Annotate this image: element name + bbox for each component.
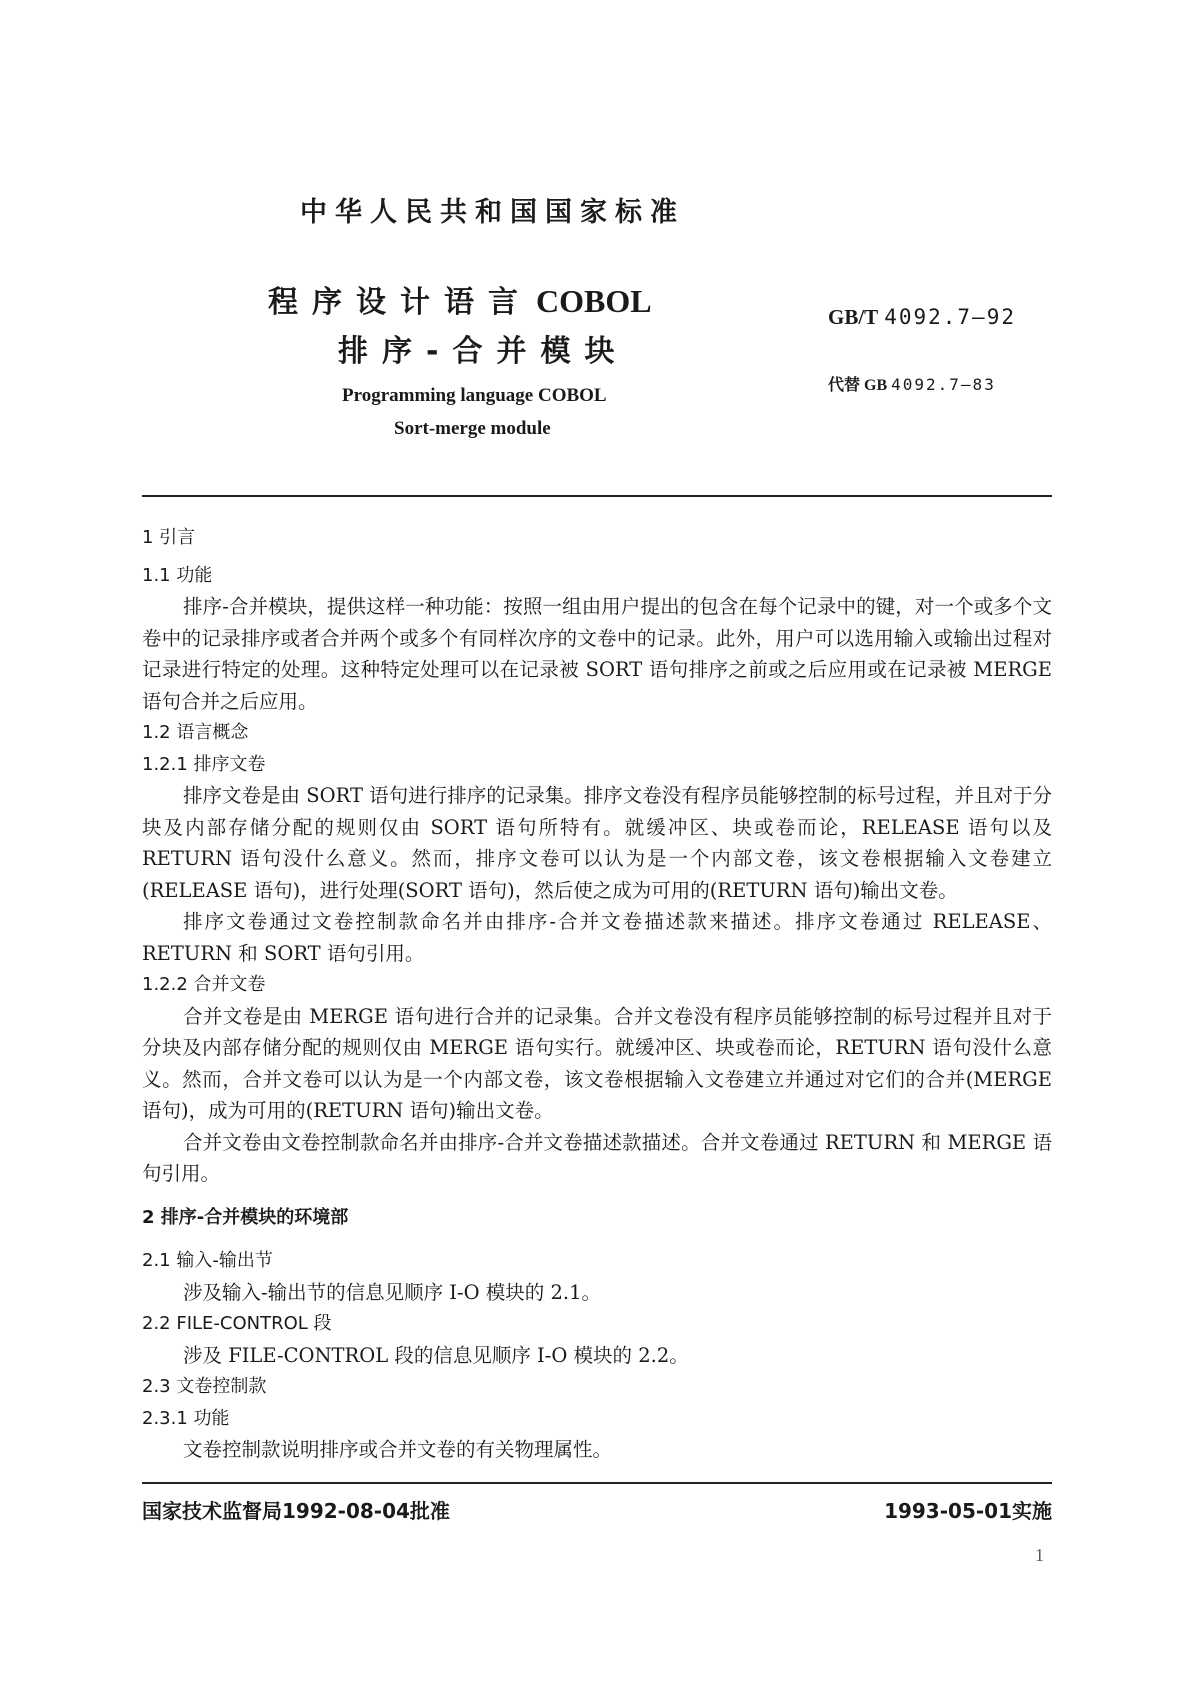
section-heading: 1.1 功能 bbox=[142, 564, 213, 586]
replaces-number: 4092.7—83 bbox=[891, 375, 996, 394]
body-paragraph: 排序文卷是由 SORT 语句进行排序的记录集。排序文卷没有程序员能够控制的标号过程，并且对于分块及内部存储分配的规则仅由 SORT 语句所特有。就缓冲区、块或卷而论，RELEASE 语句以及 RETURN 语句没什么意义。然而，排序文卷可以认为是一个内部文卷，该文卷根据输入文卷建立(RELEASE 语句)，进行处理(SORT 语句)，然后使之成为可用的(RETURN 语句)输出文卷。 bbox=[142, 784, 1052, 902]
footer-divider bbox=[142, 1482, 1052, 1484]
section-heading: 2.1 输入-输出节 bbox=[142, 1250, 273, 1271]
body-paragraph: 文卷控制款说明排序或合并文卷的有关物理属性。 bbox=[183, 1438, 613, 1461]
section-heading: 1.2.1 排序文卷 bbox=[142, 753, 266, 775]
standard-title-cn-line1 bbox=[268, 277, 652, 321]
standard-prefix: GB/T bbox=[828, 305, 879, 329]
section-heading: 2.3 文卷控制款 bbox=[142, 1376, 267, 1397]
body-paragraph: 涉及输入-输出节的信息见顺序 I-O 模块的 2.1。 bbox=[183, 1280, 601, 1304]
body-paragraph: 涉及 FILE-CONTROL 段的信息见顺序 I-O 模块的 2.2。 bbox=[183, 1343, 689, 1367]
standard-title-en-line2: Sort-merge module bbox=[394, 418, 551, 439]
body-paragraph: 排序文卷通过文卷控制款命名并由排序-合并文卷描述款来描述。排序文卷通过 RELEASE、RETURN 和 SORT 语句引用。 bbox=[142, 910, 1052, 965]
country-standard-title: 中华人民共和国国家标准 bbox=[300, 197, 685, 228]
section-heading: 1.2 语言概念 bbox=[142, 722, 249, 743]
body-paragraph: 合并文卷由文卷控制款命名并由排序-合并文卷描述款描述。合并文卷通过 RETURN 和 MERGE 语句引用。 bbox=[142, 1130, 1052, 1185]
title-cn-cobol: COBOL bbox=[536, 283, 652, 319]
standard-number-value: 4092.7—92 bbox=[884, 305, 1016, 329]
header-divider bbox=[142, 495, 1052, 497]
section-heading: 2 排序-合并模块的环境部 bbox=[142, 1206, 349, 1228]
page-number: 1 bbox=[1035, 1545, 1044, 1565]
replaces-standard bbox=[828, 372, 996, 395]
title-cn-text: 程序设计语言 bbox=[268, 285, 532, 320]
standard-number bbox=[828, 305, 1016, 330]
implementation-date: 1993-05-01实施 bbox=[884, 1499, 1052, 1523]
section-heading: 2.3.1 功能 bbox=[142, 1407, 230, 1429]
section-heading: 1.2.2 合并文卷 bbox=[142, 974, 266, 995]
section-heading: 2.2 FILE-CONTROL 段 bbox=[142, 1313, 332, 1334]
body-paragraph: 合并文卷是由 MERGE 语句进行合并的记录集。合并文卷没有程序员能够控制的标号过程并且对于分块及内部存储分配的规则仅由 MERGE 语句实行。就缓冲区、块或卷而论，RETURN 语句没什么意义。然而，合并文卷可以认为是一个内部文卷，该文卷根据输入文卷建立并通过对它们的合并(MERGE 语句)，成为可用的(RETURN 语句)输出文卷。 bbox=[142, 1004, 1052, 1122]
standard-title-en-line1: Programming language COBOL bbox=[342, 385, 607, 406]
replaces-label: 代替 GB bbox=[828, 377, 888, 394]
document-body bbox=[142, 522, 1052, 1466]
section-heading: 1 引言 bbox=[142, 527, 196, 548]
standard-title-cn-line2: 排序-合并模块 bbox=[338, 334, 629, 369]
approval-date: 国家技术监督局1992-08-04批准 bbox=[142, 1499, 450, 1523]
body-paragraph: 排序-合并模块，提供这样一种功能：按照一组由用户提出的包含在每个记录中的键，对一个或多个文卷中的记录排序或者合并两个或多个有同样次序的文卷中的记录。此外，用户可以选用输入或输出过程对记录进行特定的处理。这种特定处理可以在记录被 SORT 语句排序之前或之后应用或在记录被 MERGE 语句合并之后应用。 bbox=[142, 595, 1052, 713]
